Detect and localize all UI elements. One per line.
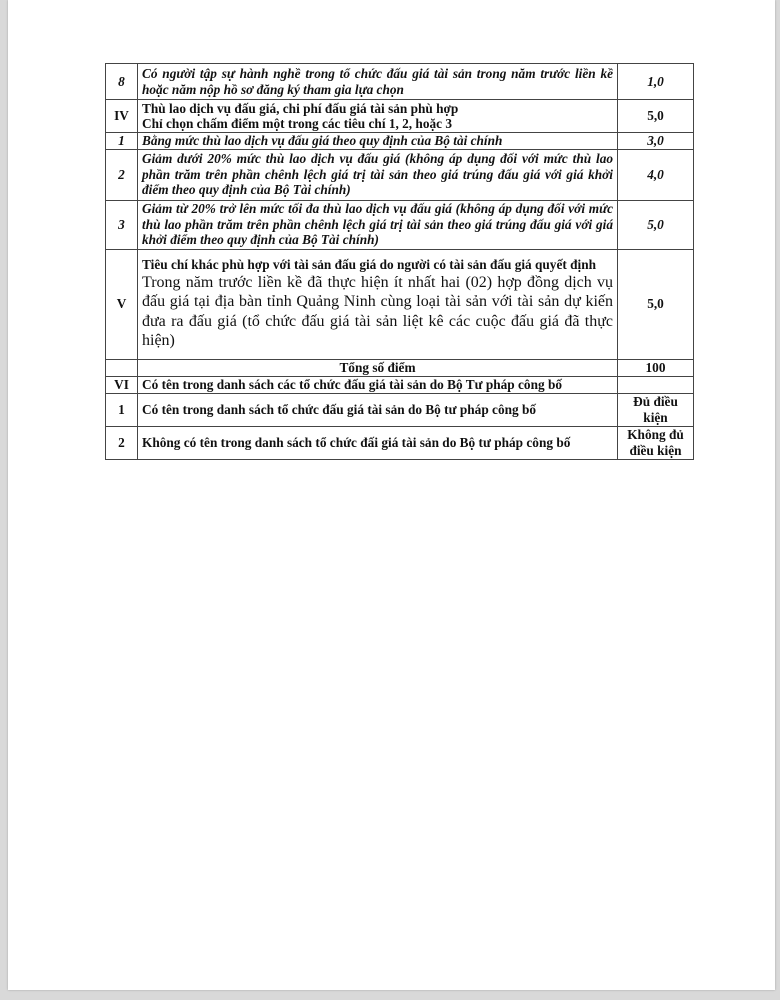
- criterion-text: Không có tên trong danh sách tổ chức đấi giá tài sản do Bộ tư pháp công bố: [138, 426, 618, 459]
- criteria-table: [105, 63, 694, 460]
- document-page: [8, 0, 775, 990]
- row-number: 1: [106, 133, 138, 150]
- criterion-score: 3,0: [618, 133, 694, 150]
- table-row: [106, 426, 694, 459]
- section-number: V: [106, 249, 138, 359]
- row-number: 2: [106, 149, 138, 200]
- criterion-text: Giảm dưới 20% mức thù lao dịch vụ đấu giá (không áp dụng đối với mức thù lao phần trăm trên phần chênh lệch giá trị tài sản theo giá trúng đấu giá với giá khởi điểm theo quy định của Bộ Tài chính): [138, 149, 618, 200]
- section-score: 5,0: [618, 100, 694, 133]
- row-number: 1: [106, 393, 138, 426]
- section-number: VI: [106, 376, 138, 393]
- table-row: [106, 376, 694, 393]
- section-title: Tiêu chí khác phù hợp với tài sản đấu giá do người có tài sản đấu giá quyết định: [142, 257, 596, 273]
- table-row: [106, 133, 694, 150]
- section-title: Có tên trong danh sách các tổ chức đấu giá tài sản do Bộ Tư pháp công bố: [138, 376, 618, 393]
- section-title: Thù lao dịch vụ đấu giá, chi phí đấu giá tài sản phù hợp: [142, 100, 459, 116]
- row-number: 3: [106, 200, 138, 249]
- eligibility-status: Đủ điều kiện: [618, 393, 694, 426]
- section-heading: [138, 249, 618, 359]
- criterion-score: 5,0: [618, 200, 694, 249]
- table-row: [106, 100, 694, 133]
- criterion-text: Có tên trong danh sách tổ chức đấu giá tài sản do Bộ tư pháp công bố: [138, 393, 618, 426]
- row-number: [106, 359, 138, 376]
- total-label: Tổng số điểm: [138, 359, 618, 376]
- total-row: [106, 359, 694, 376]
- criterion-text: Giảm từ 20% trở lên mức tối đa thù lao dịch vụ đấu giá (không áp dụng đối với mức thù lao phần trăm trên phần chênh lệch giá trị tài sản theo giá trúng đấu giá với giá khởi điểm theo quy định của Bộ Tài chính): [138, 200, 618, 249]
- section-heading: [138, 100, 618, 133]
- section-number: IV: [106, 100, 138, 133]
- criterion-score: 1,0: [618, 64, 694, 100]
- eligibility-status: Không đủ điều kiện: [618, 426, 694, 459]
- section-note: Chỉ chọn chấm điểm một trong các tiêu chí 1, 2, hoặc 3: [142, 116, 452, 131]
- criterion-text: Bằng mức thù lao dịch vụ đấu giá theo quy định của Bộ tài chính: [138, 133, 618, 150]
- criterion-score: 4,0: [618, 149, 694, 200]
- table-row: [106, 149, 694, 200]
- table-row: [106, 393, 694, 426]
- total-score: 100: [618, 359, 694, 376]
- section-score: [618, 376, 694, 393]
- row-number: 2: [106, 426, 138, 459]
- table-row: [106, 64, 694, 100]
- criterion-text: Có người tập sự hành nghề trong tổ chức đấu giá tài sản trong năm trước liền kề hoặc năm nộp hồ sơ đăng ký tham gia lựa chọn: [138, 64, 618, 100]
- section-detail: Trong năm trước liền kề đã thực hiện ít nhất hai (02) hợp đồng dịch vụ đấu giá tại địa bàn tỉnh Quảng Ninh cùng loại tài sản với tài sản dự kiến đưa ra đấu giá (tổ chức đấu giá tài sản liệt kê các cuộc đấu giá đã thực hiện): [142, 273, 613, 350]
- table-row: [106, 249, 694, 359]
- row-number: 8: [106, 64, 138, 100]
- section-score: 5,0: [618, 249, 694, 359]
- table-row: [106, 200, 694, 249]
